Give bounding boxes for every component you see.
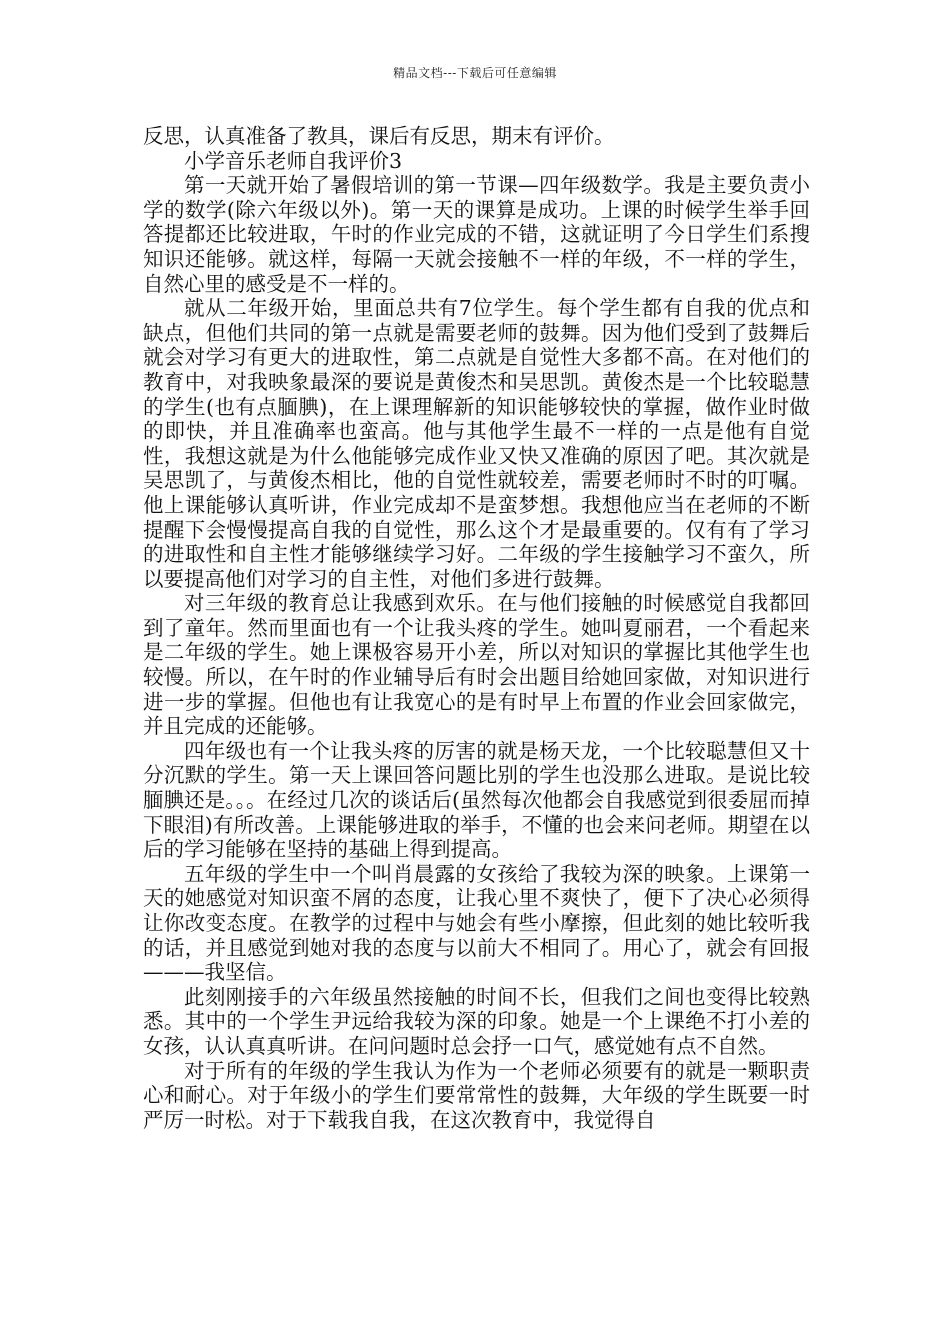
paragraph: 对三年级的教育总让我感到欢乐。在与他们接触的时候感觉自我都回到了童年。然而里面也有一个让我头疼的学生。她叫夏丽君，一个看起来是二年级的学生。她上课极容易开小差，所以对知识的掌握比其他学生也较慢。所以，在午时的作业辅导后有时会出题目给她回家做，对知识进行进一步的掌握。但他也有让我宽心的是有时早上布置的作业会回家做完，并且完成的还能够。 — [143, 591, 810, 739]
page-header: 精品文档---下载后可任意编辑 — [393, 66, 557, 80]
paragraph: 四年级也有一个让我头疼的厉害的就是杨天龙，一个比较聪慧但又十分沉默的学生。第一天上课回答问题比别的学生也没那么进取。是说比较腼腆还是。。。在经过几次的谈话后(虽然每次他都会自我感觉到很委屈而掉下眼泪)有所改善。上课能够进取的举手，不懂的也会来问老师。期望在以后的学习能够在坚持的基础上得到提高。 — [143, 738, 810, 862]
paragraph: 第一天就开始了暑假培训的第一节课—四年级数学。我是主要负责小学的数学(除六年级以外)。第一天的课算是成功。上课的时候学生举手回答提都还比较进取，午时的作业完成的不错，这就证明了今日学生们系搜知识还能够。就这样，每隔一天就会接触不一样的年级，不一样的学生，自然心里的感受是不一样的。 — [143, 173, 810, 296]
section-heading: 小学音乐老师自我评价3 — [184, 148, 403, 173]
document-body — [143, 124, 810, 1132]
paragraph-continuation: 反思，认真准备了教具，课后有反思，期末有评价。 — [143, 124, 615, 148]
paragraph: 对于所有的年级的学生我认为作为一个老师必须要有的就是一颗职责心和耐心。对于年级小的学生们要常常性的鼓舞，大年级的学生既要一时严厉一时松。对于下载我自我，在这次教育中，我觉得自 — [143, 1058, 810, 1132]
paragraph: 此刻刚接手的六年级虽然接触的时间不长，但我们之间也变得比较熟悉。其中的一个学生尹远给我较为深的印象。她是一个上课绝不打小差的女孩，认认真真听讲。在问问题时总会抒一口气，感觉她有点不自然。 — [143, 984, 810, 1058]
paragraph: 就从二年级开始，里面总共有7位学生。每个学生都有自我的优点和缺点，但他们共同的第一点就是需要老师的鼓舞。因为他们受到了鼓舞后就会对学习有更大的进取性，第二点就是自觉性大多都不高。在对他们的教育中，对我映象最深的要说是黄俊杰和吴思凯。黄俊杰是一个比较聪慧的学生(也有点腼腆)，在上课理解新的知识能够较快的掌握，做作业时做的即快，并且准确率也蛮高。他与其他学生最不一样的一点是他有自觉性，我想这就是为什么他能够完成作业又快又准确的原因了吧。其次就是吴思凯了，与黄俊杰相比，他的自觉性就较差，需要老师时不时的叮嘱。他上课能够认真听讲，作业完成却不是蛮梦想。我想他应当在老师的不断提醒下会慢慢提高自我的自觉性，那么这个才是最重要的。仅有有了学习的进取性和自主性才能够继续学习好。二年级的学生接触学习不蛮久，所以要提高他们对学习的自主性，对他们多进行鼓舞。 — [143, 296, 810, 591]
paragraph: 五年级的学生中一个叫肖晨露的女孩给了我较为深的映象。上课第一天的她感觉对知识蛮不屑的态度，让我心里不爽快了，便下了决心必须得让你改变态度。在教学的过程中与她会有些小摩擦，但此刻的她比较听我的话，并且感觉到她对我的态度与以前大不相同了。用心了，就会有回报———我坚信。 — [143, 861, 810, 985]
